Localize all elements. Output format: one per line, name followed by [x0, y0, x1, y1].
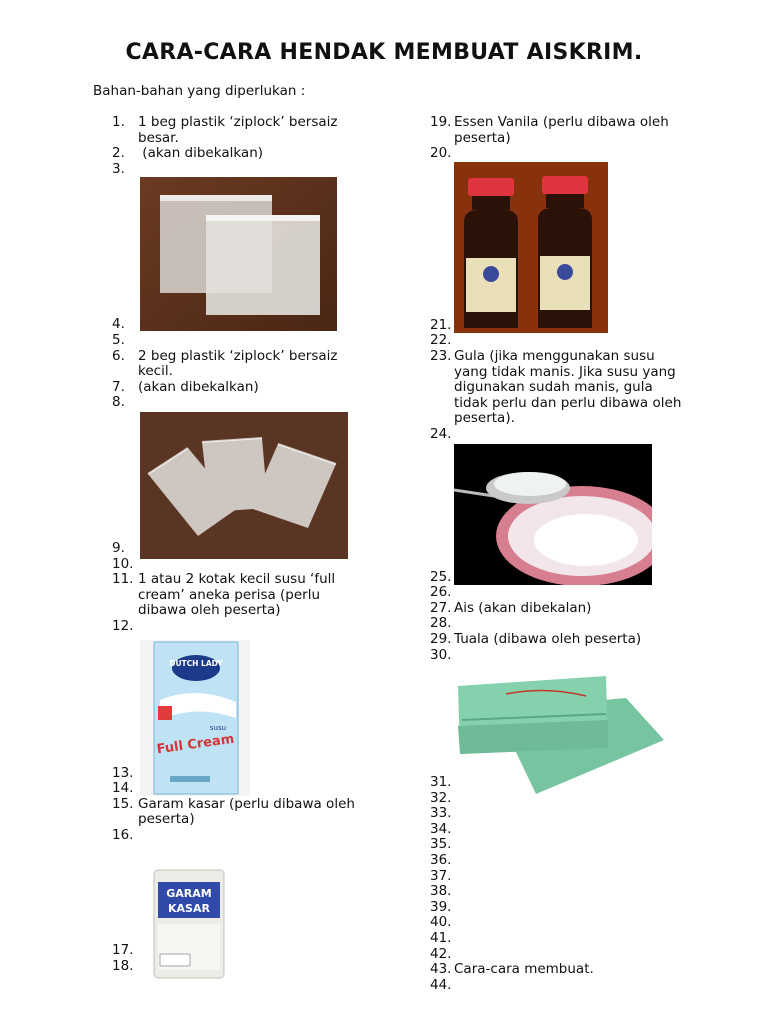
list-item-number: 12. [112, 617, 134, 634]
list-item [112, 828, 372, 844]
list-item [112, 619, 372, 635]
list-item-number: 10. [112, 555, 134, 572]
list-item-text: 2 beg plastik ‘ziplock’ bersaiz kecil. [138, 347, 342, 380]
list-item-text [454, 900, 690, 916]
list-item [430, 869, 690, 885]
green-towel-photo [456, 668, 668, 798]
large-ziplock-bags-photo [140, 177, 337, 331]
list-item-number: 33. [430, 805, 452, 822]
list-item-number: 44. [430, 976, 452, 993]
list-item [430, 585, 690, 601]
ingredients-intro: Bahan-bahan yang diperlukan : [93, 83, 306, 99]
list-item-number: 39. [430, 898, 452, 915]
list-item-text [454, 333, 690, 349]
milk-variant-text: Full Cream [155, 731, 236, 758]
milk-carton-photo [140, 640, 250, 796]
list-item [430, 648, 690, 664]
list-item-text: Gula (jika menggunakan susu yang tidak manis. Jika susu yang digunakan sudah manis, gula tidak perlu dan perlu dibawa oleh peserta). [454, 347, 686, 427]
list-item-number: 21. [430, 316, 452, 333]
list-item-text [454, 806, 690, 822]
list-item [112, 146, 372, 162]
list-item [112, 380, 372, 396]
list-item-text [454, 648, 690, 664]
salt-text-line2: KASAR [168, 902, 210, 915]
list-item [430, 947, 690, 963]
list-item [430, 601, 690, 617]
list-item-number: 15. [112, 795, 134, 812]
list-item-text: (akan dibekalkan) [138, 378, 259, 395]
list-item-number: 23. [430, 347, 452, 364]
list-item [430, 333, 690, 349]
salt-text-line1: GARAM [166, 887, 212, 900]
list-item [112, 395, 372, 411]
list-item-text: Ais (akan dibekalan) [454, 599, 592, 616]
list-item-text: Garam kasar (perlu dibawa oleh peserta) [138, 795, 360, 828]
list-item-text [454, 978, 690, 994]
list-item-number: 4. [112, 316, 125, 333]
list-item [430, 962, 690, 978]
list-item [112, 797, 372, 828]
list-item-number: 38. [430, 883, 452, 900]
list-item-number: 20. [430, 145, 452, 162]
list-item-number: 35. [430, 836, 452, 853]
list-item-number: 13. [112, 764, 134, 781]
list-item-text [454, 585, 690, 601]
list-item [430, 115, 690, 146]
list-item-number: 26. [430, 584, 452, 601]
list-item-text [454, 146, 690, 162]
list-item-number: 22. [430, 332, 452, 349]
list-item-number: 27. [430, 599, 452, 616]
list-item-text: Tuala (dibawa oleh peserta) [454, 630, 642, 647]
list-item [112, 115, 372, 146]
list-item-number: 11. [112, 571, 134, 588]
list-item-number: 41. [430, 930, 452, 947]
list-item-number: 34. [430, 820, 452, 837]
list-item-text [138, 162, 372, 178]
list-item-number: 5. [112, 331, 125, 348]
list-item [112, 333, 372, 349]
list-item-text [454, 427, 690, 443]
list-item [112, 349, 372, 380]
list-item-text: Cara-cara membuat. [454, 961, 594, 978]
list-item-text: Essen Vanila (perlu dibawa oleh peserta) [454, 114, 674, 146]
list-item-text [454, 915, 690, 931]
list-item-text [138, 828, 372, 844]
list-item-number: 18. [112, 958, 134, 975]
vanilla-essence-bottles-photo [454, 162, 608, 333]
list-item-number: 8. [112, 394, 125, 411]
list-item-text [454, 931, 690, 947]
list-item-number: 25. [430, 568, 452, 585]
list-item [430, 837, 690, 853]
list-item [430, 146, 690, 162]
list-item-text [454, 853, 690, 869]
list-item-text [454, 616, 690, 632]
list-item [112, 162, 372, 178]
list-item [430, 915, 690, 931]
list-item-number: 31. [430, 774, 452, 791]
list-item-text [454, 884, 690, 900]
list-item-number: 40. [430, 914, 452, 931]
list-item [430, 616, 690, 632]
list-item [430, 806, 690, 822]
list-item-number: 36. [430, 852, 452, 869]
list-item-number: 7. [112, 378, 125, 395]
list-item [430, 931, 690, 947]
list-item-number: 2. [112, 145, 125, 162]
list-item [430, 349, 690, 427]
list-item-number: 9. [112, 539, 125, 556]
list-item-text [138, 619, 372, 635]
list-item [430, 822, 690, 838]
coarse-salt-pack-photo [150, 866, 228, 982]
list-item-number: 28. [430, 615, 452, 632]
list-item-text [138, 395, 372, 411]
list-item-text [454, 869, 690, 885]
sugar-plate-photo [454, 444, 652, 585]
list-item-number: 32. [430, 789, 452, 806]
list-item-number: 43. [430, 961, 452, 978]
list-item-text [454, 837, 690, 853]
milk-brand-text: DUTCH LADY [169, 659, 223, 668]
list-item-text: 1 atau 2 kotak kecil susu ‘full cream’ aneka perisa (perlu dibawa oleh peserta) [138, 571, 340, 619]
document-title: CARA-CARA HENDAK MEMBUAT AISKRIM. [125, 40, 643, 65]
list-item [112, 572, 372, 619]
milk-sub-text: susu [209, 724, 227, 732]
small-ziplock-bags-photo [140, 412, 348, 559]
list-item [430, 884, 690, 900]
list-item-number: 30. [430, 646, 452, 663]
list-item [430, 978, 690, 994]
list-item [430, 853, 690, 869]
list-item-number: 6. [112, 347, 125, 364]
list-item-number: 16. [112, 826, 134, 843]
list-item-number: 37. [430, 867, 452, 884]
list-item-text: 1 beg plastik ‘ziplock’ bersaiz besar. [138, 114, 342, 146]
list-item [430, 427, 690, 443]
list-item-text [454, 822, 690, 838]
list-item-text [454, 947, 690, 963]
list-item-text: (akan dibekalkan) [138, 145, 264, 162]
list-item-number: 14. [112, 780, 134, 797]
list-item [430, 632, 690, 648]
list-item-number: 1. [112, 114, 125, 130]
list-item-number: 19. [430, 114, 452, 130]
list-item-number: 29. [430, 630, 452, 647]
list-item-text [138, 333, 372, 349]
list-item-number: 24. [430, 425, 452, 442]
list-item [430, 900, 690, 916]
list-item-number: 17. [112, 942, 134, 959]
list-item-number: 3. [112, 160, 125, 177]
list-item-number: 42. [430, 945, 452, 962]
